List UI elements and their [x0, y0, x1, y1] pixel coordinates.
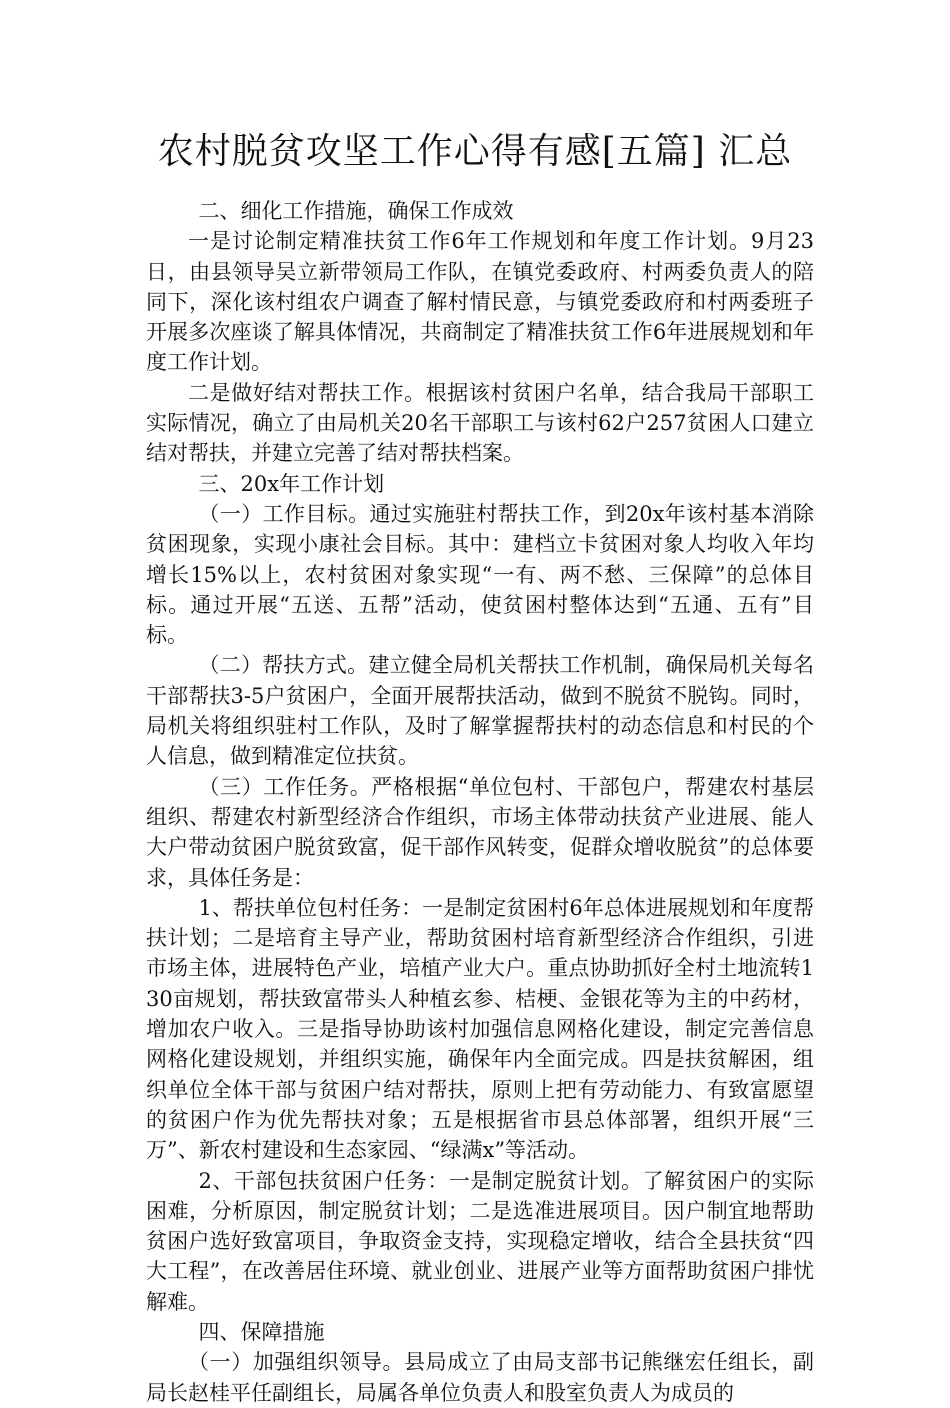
paragraph-tasks: （三）工作任务。严格根据“单位包村、干部包户，帮建农村基层组织、帮建农村新型经济合作组织，市场主体带动扶贫产业进展、能人大户带动贫困户脱贫致富，促干部作风转变，促群众增收脱贫”的总体要求，具体任务是：: [146, 774, 814, 890]
paragraph-unit-tasks: 1、帮扶单位包村任务：一是制定贫困村6年总体进展规划和年度帮扶计划；二是培育主导产业，帮助贫困村培育新型经济合作组织，引进市场主体，进展特色产业，培植产业大户。重点协助抓好全村土地流转130亩规划，帮扶致富带头人种植玄参、桔梗、金银花等为主的中药材，增加农户收入。三是指导协助该村加强信息网格化建设，制定完善信息网格化建设规划，并组织实施，确保年内全面完成。四是扶贫解困，组织单位全体干部与贫困户结对帮扶，原则上把有劳动能力、有致富愿望的贫困户作为优先帮扶对象；五是根据省市县总体部署，组织开展“三万”、新农村建设和生态家园、“绿满x”等活动。: [146, 895, 814, 1163]
paragraph-cadre-tasks: 2、干部包扶贫困户任务：一是制定脱贫计划。了解贫困户的实际困难，分析原因，制定脱贫计划；二是选准进展项目。因户制宜地帮助贫困户选好致富项目，争取资金支持，实现稳定增收，结合全县扶贫“四大工程”，在改善居住环境、就业创业、进展产业等方面帮助贫困户排忧解难。: [146, 1168, 814, 1314]
section-heading-4: 四、保障措施: [198, 1319, 325, 1344]
paragraph-pairing: 二是做好结对帮扶工作。根据该村贫困户名单，结合我局干部职工实际情况，确立了由局机关20名干部职工与该村62户257贫困人口建立结对帮扶，并建立完善了结对帮扶档案。: [146, 380, 814, 466]
paragraph-methods: （二）帮扶方式。建立健全局机关帮扶工作机制，确保局机关每名干部帮扶3-5户贫困户，全面开展帮扶活动，做到不脱贫不脱钩。同时，局机关将组织驻村工作队，及时了解掌握帮扶村的动态信息和村民的个人信息，做到精准定位扶贫。: [146, 653, 814, 769]
document-body: [146, 196, 814, 1408]
section-heading-3: 三、20x年工作计划: [198, 471, 385, 496]
section-heading-2: 二、细化工作措施，确保工作成效: [198, 199, 514, 223]
paragraph-goals: （一）工作目标。通过实施驻村帮扶工作，到20x年该村基本消除贫困现象，实现小康社会目标。其中：建档立卡贫困对象人均收入年均增长15%以上，农村贫困对象实现“一有、两不愁、三保障”的总体目标。通过开展“五送、五帮”活动，使贫困村整体达到“五通、五有”目标。: [146, 501, 814, 648]
paragraph-planning: 一是讨论制定精准扶贫工作6年工作规划和年度工作计划。9月23日，由县领导吴立新带领局工作队，在镇党委政府、村两委负责人的陪同下，深化该村组农户调查了解村情民意，与镇党委政府和村两委班子开展多次座谈了解具体情况，共商制定了精准扶贫工作6年进展规划和年度工作计划。: [146, 229, 814, 375]
paragraph-leadership: （一）加强组织领导。县局成立了由局支部书记熊继宏任组长，副局长赵桂平任副组长，局属各单位负责人和股室负责人为成员的: [146, 1350, 814, 1405]
document-title: 农村脱贫攻坚工作心得有感[五篇] 汇总: [157, 131, 793, 172]
